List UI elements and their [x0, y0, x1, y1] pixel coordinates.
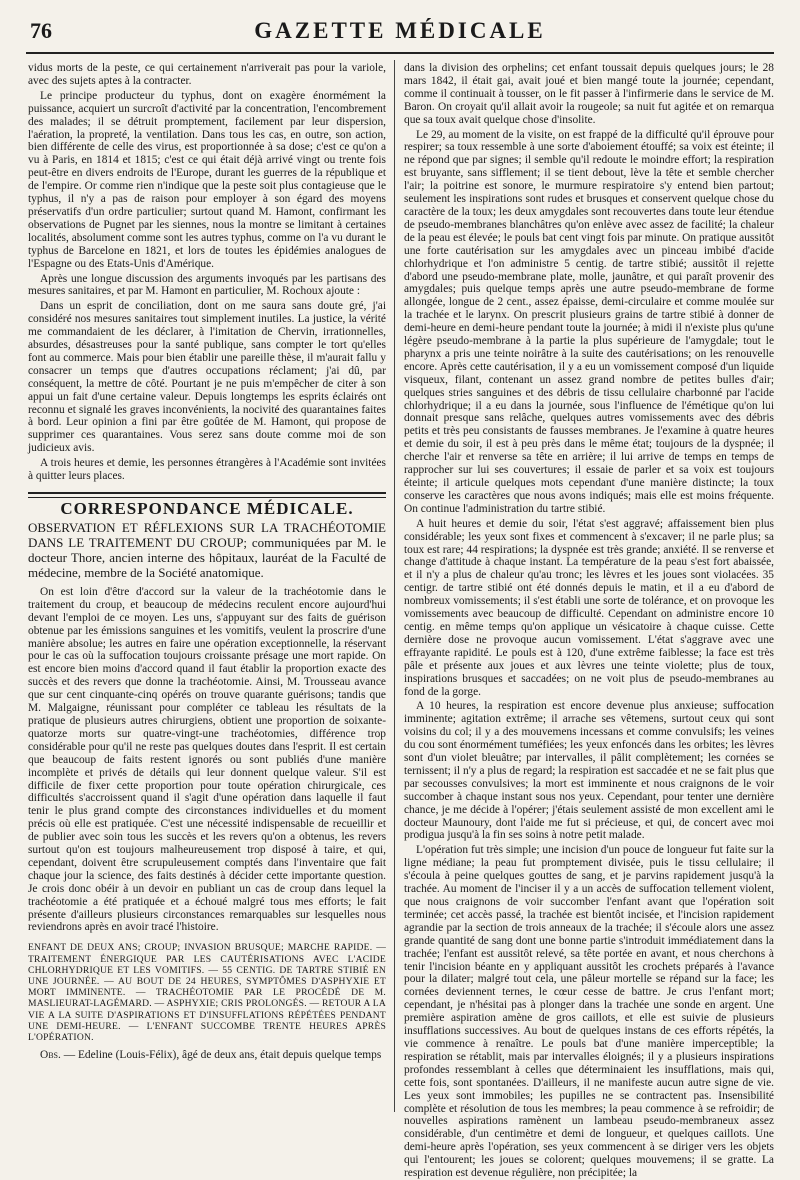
left-column — [28, 62, 386, 1108]
paragraph: A 10 heures, la respiration est encore devenue plus anxieuse; suffocation imminente; agitation extrême; il arrache ses vêtemens, surtout ceux qui sont voisins du col; il y a des mouvemens incessans et comme convulsifs; les veines du cou sont énormément tuméfiées; les yeux enfoncés dans les orbites; les lèvres sont d'un violet bleuâtre; par intervalles, il pâlit complètement; les cornées se ternissent; il n'y a plus de regard; la respiration est saccadée et ne se fait plus que par secousses convulsives; la mort est imminente et nous craignons de le voir succomber à chaque instant sous nos yeux. Cependant, pour tenter une dernière chance, je me décide à l'opérer; j'étais seulement assisté de mon excellent ami le docteur Maunoury, dont l'aide me fut si précieuse, et qui, de concert avec moi prodigua jusqu'à la fin ses soins à notre petit malade. — [404, 700, 774, 842]
column-divider — [394, 60, 395, 1112]
right-column — [404, 62, 774, 1180]
paragraph: Après une longue discussion des arguments invoqués par les partisans des mesures sanitaires, et par M. Hamont en particulier, M. Rochoux ajoute : — [28, 272, 386, 298]
paragraph: vidus morts de la peste, ce qui certainement n'arriverait pas pour la variole, avec des sujets aptes à la contracter. — [28, 62, 386, 87]
page-number: 76 — [30, 18, 52, 43]
page-header — [26, 12, 774, 54]
paragraph: L'opération fut très simple; une incision d'un pouce de longueur fut faite sur la ligne médiane; la peau fut promptement divisée, puis le tissu cellulaire; il s'écoula à peine quelques gouttes de sang, et je parvins rapidement jusqu'à la trachée. Au moment de l'inciser il y a un accès de suffocation tellement violent, que nous craignons de voir succomber l'enfant avant que l'opération soit terminée; cet accès passé, la trachée est bientôt incisée, et l'incision rapidement agrandie par la section de trois anneaux de la trachée; il s'écoule alors une assez grande quantité de sang dont une bonne partie s'introduit immédiatement dans la trachée; l'enfant est aussitôt relevé, sa tête portée en avant, et nous cherchons à tenir l'incision béante en y appliquant aussitôt les crochets préparés à l'avance pour la dilater; malgré tout cela, une pâleur mortelle se répand sur la face; les cornées deviennent ternes, le cœur cesse de battre. Je crus l'enfant mort; cependant, je n'hésitai pas à plonger dans la trachée une sonde en argent. Une première aspiration amène de gros caillots, et elle est suivie de plusieurs insufflations successives. Au bout de quelques instans de ces efforts répétés, la vie commence à renaître. Le pouls bat d'une manière imperceptible; la respiration se rétablit, mais par intervalles éloignés; il y a plusieurs inspirations profondes ressemblant à celles que déterminaient les insufflations, mais qui, cette fois, sont spontanées. D'ailleurs, il ne manifeste aucun autre signe de vie. Les yeux sont immobiles; les pupilles ne se contractent pas. Insensibilité complète et résolution de tous les membres; la peau commence à se refroidir; de nouvelles aspirations ramènent un lambeau pseudo-membraneux assez considérable, d'un centimètre et demi de longueur, et quelques caillots. Une demi-heure après l'opération, ses yeux commencent à se diriger vers les objets qui l'entourent; les joues se colorent; quelques mouvemens; il se gratte. La respiration est devenue régulière, non précipitée; la — [404, 844, 774, 1180]
section-title: CORRESPONDANCE MÉDICALE. — [60, 499, 354, 518]
paragraph: Le 29, au moment de la visite, on est frappé de la difficulté qu'il éprouve pour respirer; sa toux ressemble à une sorte d'aboiement étouffé; sa voix est éteinte; il ne répond que par signes; il semble qu'il redoute le moindre effort; la respiration est bruyante, sans sifflement; il se tient debout, lève la tête et semble chercher l'air; la poitrine est sonore, le murmure respiratoire s'y entend bien partout; seulement les inspirations sont rudes et brusques et conservent quelque chose du caractère de la toux; les deux amygdales sont recouvertes dans toute leur étendue de pseudo-membranes blanchâtres qu'on enlève avec assez de facilité; la chaleur de la peau est élevée; le pouls bat cent vingt fois par minute. On pratique aussitôt une forte cautérisation sur les amygdales avec un pinceau imbibé d'acide chlorhydrique et l'on administre 5 centig. de tartre stibié; aussitôt il rejette d'abord une pseudo-membrane plate, molle, jaunâtre, et qui paraît provenir des amygdales; puis quelque temps après une autre pseudo-membrane de forme allongée, longue de 2 cent., assez épaisse, demi-circulaire et comme moulée sur la trachée et le larynx. On prescrit plusieurs grains de tartre stibié à donner de demi-heure en demi-heure pendant toute la journée; à midi il n'existe plus qu'une légère pseudo-membrane à la partie la plus supérieure de l'amygdale; tout le pharynx a pris une teinte noirâtre à la suite des cautérisations; on les renouvelle encore. Après cette cautérisation, il y a eu un vomissement composé d'un liquide visqueux, filant, contenant un assez grand nombre de petites bulles d'air; quelques stries sanguines et des débris de tissu cellulaire charbonné par l'acide chlorhydrique; il a eu dans la journée, sous l'influence de l'émétique qu'on lui donnait presque sans relâche, quelques autres vomissements avec des débris petits et très peu consistants de fausses membranes. Je l'examine à quatre heures et demie du soir, il est à peu près dans le même état; toujours de la dyspnée; il cherche l'air et renverse sa tête en arrière; il lui arrive de temps en temps de rapprocher sur lui ses couvertures; il essaie de parler et sa voix est toujours éteinte; il articule quelques mots cependant d'une manière distincte; la toux conserve les caractères que nous avons indiqués; mais elle est moins fréquente. On continue l'administration du tartre stibié. — [404, 128, 774, 515]
paragraph: Le principe producteur du typhus, dont on exagère énormément la puissance, acquiert un surcroît d'activité par la concentration, l'encombrement des malades; il se détruit promptement, facilement par leur dispersion, l'aération, la propreté, la ventilation. Dans tous les cas, en outre, son action, bien différente de celle des virus, est proportionnée à sa dose; c'est ce qu'on a vu à Paris, en 1814 et 1815; c'est ce qui était déjà arrivé vingt ou trente fois peut-être en divers endroits de l'Europe, durant les guerres de la république et de l'empire. Or comme rien n'indique que la peste soit plus contagieuse que le typhus, il n'y a pas de raison pour employer à son égard des moyens préservatifs d'un ordre particulier; surtout quand M. Hamont, confirmant les observations de Pugnet par les siennes, nous la montre se limitant à certaines localités, absolument comme sont les autres typhus, comme on l'a vu durant le typhus de Barcelone en 1821, et lors de toutes les épidémies analogues de l'Espagne ou des Etats-Unis d'Amérique. — [28, 89, 386, 270]
paragraph: A trois heures et demie, les personnes étrangères à l'Académie sont invitées à quitter leurs places. — [28, 457, 386, 483]
paragraph: dans la division des orphelins; cet enfant toussait depuis quelques jours; le 28 mars 1842, il était gai, avait joué et bien mangé toute la journée; cependant, comme il continuait à tousser, on le fit passer à l'infirmerie dans le service de M. Baron. On croyait qu'il allait avoir la rougeole; sa nuit fut agitée et on remarqua que sa toux avait quelque chose d'insolite. — [404, 62, 774, 126]
paragraph: Dans un esprit de conciliation, dont on me saura sans doute gré, j'ai considéré nos mesures sanitaires tout simplement inutiles. La justice, la vérité me commandaient de les déclarer, à l'imitation de Chervin, irrationnelles, absurdes, désastreuses pour la santé publique, sans compter le tort qu'elles font au commerce. Mais pour bien établir une pareille thèse, il m'aurait fallu y consacrer un temps que d'autres occupations réclament; j'ai dû, par conséquent, la mettre de côté. Pourtant je ne puis m'empêcher de citer à son appui un fait d'une certaine valeur. Depuis longtemps les esprits éclairés ont reconnu et signalé les graves inconvénients, la nocivité des quarantaines faites à bord. Leur opinion a fini par être goûtée de M. Hamont, qui propose de supprimer ces quarantaines. Vous serez sans doute comme moi de son judicieux avis. — [28, 300, 386, 455]
paragraph: On est loin d'être d'accord sur la valeur de la trachéotomie dans le traitement du croup, et beaucoup de médecins reculent encore aujourd'hui devant l'emploi de ce moyen. Les uns, s'appuyant sur des faits de guérison obtenue par les émissions sanguines et les vomitifs, veulent la proscrire d'une manière absolue; les autres en faire une opération exceptionnelle, la réservant pour le cas où la suffocation toujours croissante présage une mort rapide. On est encore bien moins d'accord quand il faut établir la proportion exacte des succès et des revers que donne la trachéotomie. Ainsi, M. Trousseau avance que sur cent cinquante-cinq opérés on trouve quarante guérisons; tandis que M. Malgaigne, réunissant pour compléter ce tableau les résultats de la pratique de plusieurs autres chirurgiens, obtient une proportion de soixante-quatorze morts sur quatre-vingt-une trachéotomies, différence trop considérable pour qu'il ne reste pas quelques doutes dans l'esprit. Il est certain que beaucoup de faits restent ignorés ou sont publiés d'une manière incomplète et privés de détails qui leur donnent quelque valeur. S'il est difficile de fixer cette proportion pour toute opération chirurgicale, ces difficultés s'accroissent quand il s'agit d'une opération dans laquelle il faut tenir le plus grand compte des circonstances individuelles et du moment précis où elle est pratiquée. C'est une nécessité indispensable de recueillir et de publier avec soin tous les succès et les revers qu'on a obtenus, les revers surtout qu'on est toujours malheureusement trop disposé à taire, et qui, cependant, doivent être scrupuleusement comptés dans l'inventaire que fait chaque jour la science, des faits destinés à décider cette importante question. Je crois donc obéir à un devoir en publiant un cas de croup dans lequel la trachéotomie a été pratiquée et a échoué malgré tous mes efforts; le fait présente d'ailleurs plusieurs circonstances remarquables sur lesquelles nous reviendrons après en avoir tracé l'histoire. — [28, 585, 386, 934]
section-separator — [28, 492, 386, 498]
obs-text: — Edeline (Louis-Félix), âgé de deux ans, était depuis quelque temps — [60, 1049, 382, 1062]
paragraph: A huit heures et demie du soir, l'état s'est aggravé; affaissement bien plus considérable; les yeux sont fixes et commencent à s'excaver; il ne parle plus; sa toux est rare; 44 respirations; la dyspnée est très grande; anxiété. Il se renverse et change d'attitude à chaque instant. La température de la peau s'est fort abaissée, et il n'y a plus de chaleur qu'au tronc; les lèvres et les joues sont violacées. 35 centigr. de tartre stibié ont été donnés depuis le matin, et il a eu d'abord de nombreux vomissements; il s'est établi une sorte de tolérance, et on provoque les vomissements avec beaucoup de difficulté. Cependant on administre encore 10 centig. en même temps qu'on applique un vésicatoire à chaque cuisse. Cette dernière dose ne provoque aucun vomissement. L'état s'aggrave avec une effrayante rapidité. Le pouls est à 120, d'une extrême faiblesse; la face est très pâle et présente aux joues et aux lèvres une teinte violette; plus de toux, inspirations brusques et saccadées; on ne voit plus de pseudo-membranes au fond de la gorge. — [404, 517, 774, 698]
journal-title: GAZETTE MÉDICALE — [254, 18, 546, 43]
observation-intro — [28, 1049, 386, 1062]
case-summary: ENFANT DE DEUX ANS; CROUP; INVASION BRUSQUE; MARCHE RAPIDE. — TRAITEMENT ÉNERGIQUE PAR LES CAUTÉRISATIONS AVEC L'ACIDE CHLORHYDRIQUE ET LES VOMITIFS. — 55 CENTIG. DE TARTRE STIBIÉ EN UNE JOURNÉE. — AU BOUT DE 24 HEURES, SYMPTÔMES D'ASPHYXIE ET MORT IMMINENTE. — TRACHÉOTOMIE PAR LE PROCÉDÉ DE M. MASLIEURAT-LAGÉMARD. — ASPHYXIE; CRIS PROLONGÉS. — RETOUR A LA VIE A LA SUITE D'ASPIRATIONS ET D'INSUFFLATIONS RÉPÉTÉES PENDANT UNE DEMI-HEURE. — L'ENFANT SUCCOMBE TRENTE HEURES APRÈS L'OPÉRATION. — [28, 942, 386, 1043]
obs-label: Obs. — [40, 1049, 61, 1062]
article-heading: OBSERVATION ET RÉFLEXIONS SUR LA TRACHÉOTOMIE DANS LE TRAITEMENT DU CROUP; communiquées par M. le docteur Thore, ancien interne des hôpitaux, lauréat de la Faculté de médecine, membre de la Société anatomique. — [28, 519, 386, 580]
